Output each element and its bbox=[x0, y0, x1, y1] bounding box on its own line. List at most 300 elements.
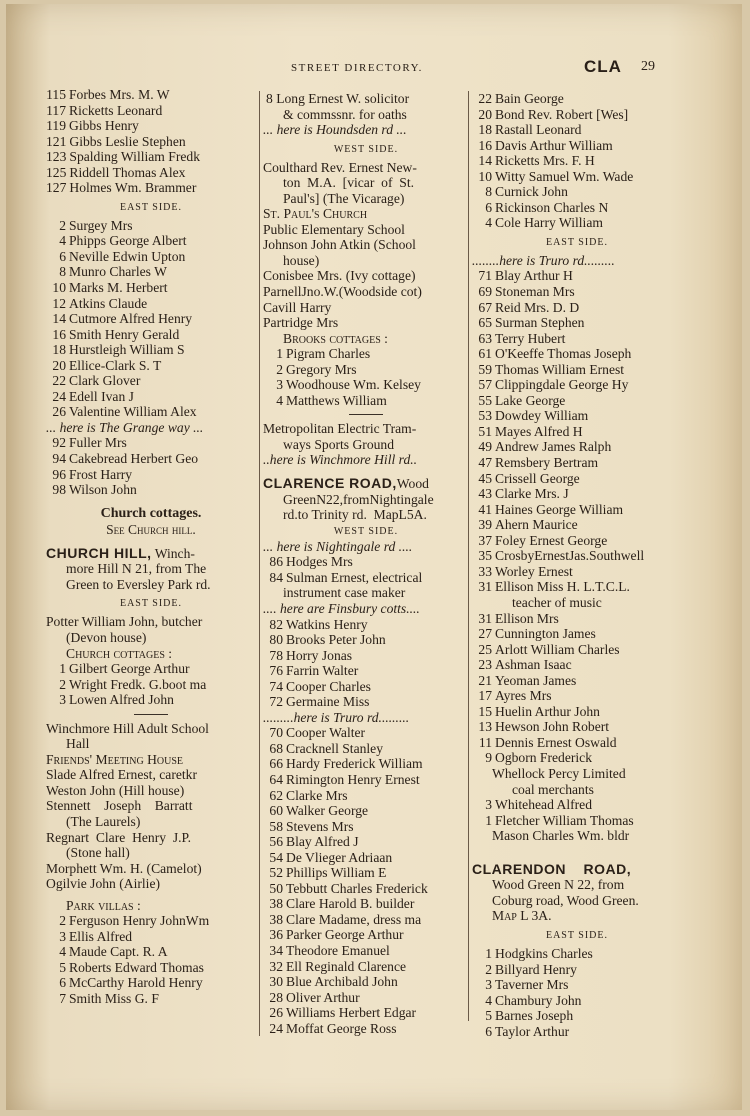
house-number: 4 bbox=[485, 215, 492, 231]
directory-entry bbox=[472, 346, 682, 362]
house-number: 3 bbox=[59, 692, 66, 708]
directory-entry bbox=[472, 471, 682, 487]
directory-entry bbox=[472, 750, 682, 766]
directory-entry bbox=[472, 486, 682, 502]
directory-entry: Friends' Meeting House bbox=[46, 751, 184, 767]
entry-continuation: (Devon house) bbox=[66, 630, 147, 645]
resident-name: Lowen Alfred John bbox=[69, 692, 174, 708]
directory-entry bbox=[472, 377, 682, 393]
directory-entry bbox=[46, 991, 256, 1007]
house-number: 4 bbox=[276, 392, 283, 408]
directory-entry: Metropolitan Electric Tram- bbox=[263, 421, 417, 437]
house-number: 10 bbox=[52, 280, 66, 296]
house-number: 3 bbox=[485, 977, 492, 993]
house-number: 86 bbox=[269, 554, 283, 570]
section-heading: WEST SIDE. bbox=[333, 143, 399, 155]
house-number: 123 bbox=[46, 149, 67, 165]
road-desc: rd.to Trinity rd. MapL5A. bbox=[283, 507, 427, 523]
resident-name: Phipps George Albert bbox=[69, 233, 187, 249]
house-number: 31 bbox=[478, 579, 492, 595]
directory-entry bbox=[263, 554, 469, 570]
house-number: 37 bbox=[478, 532, 492, 548]
directory-entry bbox=[263, 694, 469, 710]
house-number: 16 bbox=[52, 326, 66, 342]
directory-entry bbox=[472, 315, 682, 331]
house-number: 54 bbox=[269, 849, 283, 865]
house-number: 1 bbox=[485, 946, 492, 962]
directory-entry bbox=[472, 533, 682, 549]
here-note: .........here is Truro rd......... bbox=[263, 709, 410, 725]
house-number: 6 bbox=[59, 975, 66, 991]
resident-name: Maude Capt. R. A bbox=[69, 944, 168, 960]
entry-continuation: teacher of music bbox=[512, 594, 602, 610]
column-2 bbox=[259, 91, 469, 1036]
house-number: 7 bbox=[59, 991, 66, 1007]
house-number: 45 bbox=[478, 470, 492, 486]
resident-name: Oliver Arthur bbox=[286, 989, 360, 1005]
directory-entry bbox=[263, 803, 469, 819]
house-number: 43 bbox=[478, 486, 492, 502]
page-header bbox=[6, 56, 742, 80]
house-number: 27 bbox=[478, 626, 492, 642]
resident-name: Haines George William bbox=[495, 501, 624, 517]
directory-entry bbox=[46, 218, 256, 234]
house-number: 127 bbox=[46, 180, 67, 196]
directory-entry bbox=[46, 373, 256, 389]
directory-entry bbox=[263, 990, 469, 1006]
entry-continuation: Whellock Percy Limited bbox=[492, 765, 626, 781]
directory-entry: 8 Long Ernest W. solicitor bbox=[266, 91, 410, 106]
house-number: 20 bbox=[52, 357, 66, 373]
directory-entry bbox=[472, 169, 682, 185]
house-number: 38 bbox=[269, 896, 283, 912]
house-number: 52 bbox=[269, 865, 283, 881]
directory-entry bbox=[472, 977, 682, 993]
resident-name: Woodhouse Wm. Kelsey bbox=[286, 377, 421, 393]
house-number: 25 bbox=[478, 641, 492, 657]
resident-name: Blay Arthur H bbox=[495, 268, 573, 284]
directory-entry bbox=[263, 741, 469, 757]
resident-name: Munro Charles W bbox=[69, 264, 167, 280]
resident-name: Reid Mrs. D. D bbox=[495, 299, 580, 315]
resident-name: Wilson John bbox=[69, 482, 137, 498]
divider bbox=[134, 714, 168, 715]
section-heading: EAST SIDE. bbox=[545, 236, 609, 248]
house-number: 41 bbox=[478, 501, 492, 517]
house-number: 10 bbox=[478, 168, 492, 184]
resident-name: Mayes Alfred H bbox=[495, 423, 583, 439]
house-number: 4 bbox=[59, 233, 66, 249]
house-number: 50 bbox=[269, 880, 283, 896]
column-3 bbox=[468, 91, 682, 1039]
house-number: 57 bbox=[478, 377, 492, 393]
house-number: 26 bbox=[52, 404, 66, 420]
running-title: STREET DIRECTORY. bbox=[291, 62, 423, 74]
house-number: 53 bbox=[478, 408, 492, 424]
directory-entry bbox=[46, 929, 256, 945]
directory-entry bbox=[46, 975, 256, 991]
resident-name: De Vlieger Adriaan bbox=[286, 849, 393, 865]
directory-entry bbox=[472, 439, 682, 455]
resident-name: Stoneman Mrs bbox=[495, 284, 575, 300]
house-number: 49 bbox=[478, 439, 492, 455]
directory-entry bbox=[263, 362, 469, 378]
house-number: 22 bbox=[478, 91, 492, 106]
section-heading: EAST SIDE. bbox=[545, 930, 609, 942]
resident-name: Tebbutt Charles Frederick bbox=[286, 880, 428, 896]
house-number: 39 bbox=[478, 517, 492, 533]
resident-name: Dowdey William bbox=[495, 408, 589, 424]
section-heading: WEST SIDE. bbox=[333, 525, 399, 537]
resident-name: Cutmore Alfred Henry bbox=[69, 311, 193, 327]
directory-entry bbox=[472, 579, 682, 595]
directory-entry bbox=[46, 149, 256, 165]
house-number: 115 bbox=[46, 87, 66, 102]
directory-entry bbox=[263, 679, 469, 695]
directory-entry bbox=[472, 673, 682, 689]
road-desc: Wood Green N 22, from bbox=[492, 877, 625, 893]
resident-name: Huelin Arthur John bbox=[495, 703, 600, 719]
resident-name: Foley Ernest George bbox=[495, 532, 608, 548]
resident-name: Chambury John bbox=[495, 992, 582, 1008]
resident-name: Horry Jonas bbox=[286, 647, 353, 663]
directory-entry bbox=[472, 362, 682, 378]
directory-entry bbox=[46, 435, 256, 451]
directory-entry bbox=[46, 960, 256, 976]
directory-entry: Stennett Joseph Barratt bbox=[46, 798, 193, 814]
house-number: 121 bbox=[46, 133, 67, 149]
house-number: 16 bbox=[478, 137, 492, 153]
resident-name: Taverner Mrs bbox=[495, 977, 569, 993]
resident-name: Wright Fredk. G.boot ma bbox=[69, 676, 207, 692]
entry-continuation: house) bbox=[283, 252, 320, 268]
house-number: 36 bbox=[269, 927, 283, 943]
directory-entry: St. Paul's Church bbox=[263, 206, 368, 222]
resident-name: Fletcher William Thomas bbox=[495, 812, 634, 828]
house-number: 38 bbox=[269, 911, 283, 927]
house-number: 47 bbox=[478, 455, 492, 471]
house-number: 4 bbox=[59, 944, 66, 960]
house-number: 64 bbox=[269, 772, 283, 788]
resident-name: Neville Edwin Upton bbox=[69, 248, 186, 264]
section-heading: EAST SIDE. bbox=[119, 201, 183, 213]
resident-name: Hardy Frederick William bbox=[286, 756, 423, 772]
house-number: 119 bbox=[46, 118, 66, 134]
resident-name: Watkins Henry bbox=[286, 616, 368, 632]
directory-entry bbox=[46, 134, 256, 150]
resident-name: Hewson John Robert bbox=[495, 719, 610, 735]
entry-continuation: ton M.A. [vicar of St. bbox=[283, 175, 415, 191]
resident-name: Riddell Thomas Alex bbox=[69, 164, 186, 180]
directory-entry bbox=[472, 284, 682, 300]
directory-entry bbox=[472, 138, 682, 154]
house-number: 14 bbox=[478, 153, 492, 169]
directory-entry bbox=[472, 642, 682, 658]
directory-entry bbox=[472, 268, 682, 284]
directory-entry bbox=[263, 663, 469, 679]
house-number: 14 bbox=[52, 311, 66, 327]
directory-entry bbox=[46, 358, 256, 374]
house-number: 2 bbox=[59, 676, 66, 692]
directory-entry bbox=[263, 788, 469, 804]
directory-entry bbox=[263, 834, 469, 850]
directory-entry bbox=[472, 91, 682, 107]
resident-name: Ricketts Mrs. F. H bbox=[495, 153, 595, 169]
house-number: 26 bbox=[269, 1005, 283, 1021]
house-number: 80 bbox=[269, 632, 283, 648]
resident-name: Moffat George Ross bbox=[286, 1020, 397, 1036]
directory-entry bbox=[46, 249, 256, 265]
house-number: 24 bbox=[269, 1020, 283, 1036]
entry-continuation: (Stone hall) bbox=[66, 845, 130, 861]
resident-name: Crissell George bbox=[495, 470, 580, 486]
road-desc: Coburg road, Wood Green. bbox=[492, 892, 639, 908]
resident-name: Gilbert George Arthur bbox=[69, 661, 190, 677]
house-number: 6 bbox=[485, 199, 492, 215]
resident-name: Cooper Walter bbox=[286, 725, 366, 741]
resident-name: Rickinson Charles N bbox=[495, 199, 609, 215]
directory-entry bbox=[263, 896, 469, 912]
house-number: 2 bbox=[276, 361, 283, 377]
group-heading: Park villas : bbox=[66, 897, 141, 913]
directory-entry bbox=[46, 944, 256, 960]
resident-name: Clarke Mrs. J bbox=[495, 486, 569, 502]
page-number: 29 bbox=[641, 59, 655, 74]
house-number: 15 bbox=[478, 703, 492, 719]
directory-entry bbox=[472, 962, 682, 978]
directory-entry bbox=[472, 200, 682, 216]
directory-entry: Potter William John, butcher bbox=[46, 614, 203, 630]
entry-continuation: Paul's] (The Vicarage) bbox=[283, 190, 405, 206]
house-number: 84 bbox=[269, 569, 283, 585]
resident-name: Gregory Mrs bbox=[286, 361, 357, 377]
directory-entry bbox=[263, 974, 469, 990]
directory-entry bbox=[46, 180, 256, 196]
resident-name: Billyard Henry bbox=[495, 961, 577, 977]
directory-entry bbox=[472, 215, 682, 231]
directory-entry bbox=[263, 725, 469, 741]
resident-name: Ell Reginald Clarence bbox=[286, 958, 407, 974]
house-number: 35 bbox=[478, 548, 492, 564]
church-hill-heading bbox=[46, 546, 256, 593]
directory-entry bbox=[263, 772, 469, 788]
directory-entry bbox=[472, 564, 682, 580]
house-number: 67 bbox=[478, 299, 492, 315]
directory-entry bbox=[263, 927, 469, 943]
house-number: 31 bbox=[478, 610, 492, 626]
resident-name: Cakebread Herbert Geo bbox=[69, 451, 199, 467]
here-note: .... here are Finsbury cotts.... bbox=[263, 601, 420, 616]
resident-name: Gibbs Leslie Stephen bbox=[69, 133, 186, 149]
resident-name: Germaine Miss bbox=[286, 694, 370, 710]
resident-name: Walker George bbox=[286, 803, 369, 819]
house-number: 69 bbox=[478, 284, 492, 300]
house-number: 66 bbox=[269, 756, 283, 772]
directory-entry bbox=[472, 993, 682, 1009]
house-number: 76 bbox=[269, 663, 283, 679]
here-note: ... here is Houndsden rd ... bbox=[263, 122, 407, 138]
entry-continuation: instrument case maker bbox=[283, 585, 406, 601]
directory-entry bbox=[46, 677, 256, 693]
directory-entry bbox=[263, 570, 469, 586]
directory-entry: Johnson John Atkin (School bbox=[263, 237, 416, 253]
resident-name: Valentine William Alex bbox=[69, 404, 197, 420]
directory-entry bbox=[46, 165, 256, 181]
group-heading: Brooks cottages : bbox=[283, 330, 388, 346]
house-number: 59 bbox=[478, 361, 492, 377]
house-number: 70 bbox=[269, 725, 283, 741]
resident-name: Clark Glover bbox=[69, 373, 141, 389]
resident-name: McCarthy Harold Henry bbox=[69, 975, 203, 991]
house-number: 71 bbox=[478, 268, 492, 284]
directory-entry bbox=[263, 346, 469, 362]
road-name: CHURCH HILL, bbox=[46, 544, 152, 561]
resident-name: Remsbery Bertram bbox=[495, 455, 599, 471]
directory-entry: Weston John (Hill house) bbox=[46, 782, 185, 798]
house-number: 125 bbox=[46, 164, 67, 180]
house-number: 65 bbox=[478, 315, 492, 331]
directory-entry bbox=[46, 118, 256, 134]
directory-entry bbox=[472, 424, 682, 440]
directory-entry bbox=[472, 813, 682, 829]
resident-name: Worley Ernest bbox=[495, 563, 573, 579]
resident-name: Clare Madame, dress ma bbox=[286, 911, 422, 927]
entry-continuation: & commssnr. for oaths bbox=[283, 106, 407, 122]
resident-name: Cooper Charles bbox=[286, 678, 371, 694]
directory-entry bbox=[263, 393, 469, 409]
directory-entry bbox=[472, 331, 682, 347]
directory-entry: Ogilvie John (Airlie) bbox=[46, 876, 161, 892]
clarence-road-heading bbox=[263, 476, 469, 523]
directory-entry bbox=[263, 943, 469, 959]
house-number: 60 bbox=[269, 803, 283, 819]
resident-name: Cole Harry William bbox=[495, 215, 603, 231]
resident-name: Sulman Ernest, electrical bbox=[286, 569, 423, 585]
resident-name: Rastall Leonard bbox=[495, 122, 582, 138]
house-number: 24 bbox=[52, 388, 66, 404]
directory-entry: Slade Alfred Ernest, caretkr bbox=[46, 767, 197, 783]
resident-name: Terry Hubert bbox=[495, 330, 566, 346]
resident-name: Davis Arthur William bbox=[495, 137, 613, 153]
road-desc: Map L 3A. bbox=[492, 908, 552, 924]
house-number: 117 bbox=[46, 102, 66, 118]
house-number: 3 bbox=[485, 797, 492, 813]
road-desc: Wood bbox=[396, 476, 429, 492]
directory-entry bbox=[472, 704, 682, 720]
directory-entry bbox=[46, 264, 256, 280]
resident-name: Ellis Alfred bbox=[69, 928, 133, 944]
house-number: 21 bbox=[478, 672, 492, 688]
house-number: 18 bbox=[478, 122, 492, 138]
directory-entry bbox=[472, 735, 682, 751]
resident-name: Frost Harry bbox=[69, 466, 133, 482]
resident-name: Hurstleigh William S bbox=[69, 342, 185, 358]
resident-name: Surman Stephen bbox=[495, 315, 585, 331]
house-number: 56 bbox=[269, 834, 283, 850]
here-note: ..here is Winchmore Hill rd.. bbox=[263, 452, 418, 468]
house-number: 33 bbox=[478, 563, 492, 579]
resident-name: Surgey Mrs bbox=[69, 217, 133, 233]
directory-entry bbox=[472, 517, 682, 533]
directory-entry bbox=[472, 626, 682, 642]
directory-entry bbox=[472, 946, 682, 962]
house-number: 55 bbox=[478, 392, 492, 408]
resident-name: O'Keeffe Thomas Joseph bbox=[495, 346, 632, 362]
directory-entry bbox=[472, 611, 682, 627]
directory-entry: Winchmore Hill Adult School bbox=[46, 720, 209, 736]
resident-name: Ellison Mrs bbox=[495, 610, 559, 626]
house-number: 22 bbox=[52, 373, 66, 389]
directory-entry: Conisbee Mrs. (Ivy cottage) bbox=[263, 268, 416, 284]
resident-name: Pigram Charles bbox=[286, 346, 371, 362]
resident-name: Theodore Emanuel bbox=[286, 943, 390, 959]
divider bbox=[349, 414, 383, 415]
resident-name: Roberts Edward Thomas bbox=[69, 959, 204, 975]
resident-name: CrosbyErnestJas.Southwell bbox=[495, 548, 645, 564]
house-number: 32 bbox=[269, 958, 283, 974]
house-number: 6 bbox=[59, 248, 66, 264]
resident-name: Spalding William Fredk bbox=[69, 149, 200, 165]
directory-entry bbox=[263, 959, 469, 975]
house-number: 3 bbox=[276, 377, 283, 393]
road-desc: Green to Eversley Park rd. bbox=[66, 576, 211, 592]
directory-entry bbox=[263, 648, 469, 664]
church-cottages-heading: Church cottages. bbox=[100, 505, 202, 521]
resident-name: Blay Alfred J bbox=[286, 834, 359, 850]
resident-name: Clare Harold B. builder bbox=[286, 896, 415, 912]
resident-name: Barnes Joseph bbox=[495, 1008, 574, 1024]
resident-name: Clippingdale George Hy bbox=[495, 377, 629, 393]
directory-entry bbox=[472, 657, 682, 673]
resident-name: Bond Rev. Robert [Wes] bbox=[495, 106, 629, 122]
directory-entry: Morphett Wm. H. (Camelot) bbox=[46, 860, 202, 876]
house-number: 5 bbox=[485, 1008, 492, 1024]
house-number: 63 bbox=[478, 330, 492, 346]
directory-entry bbox=[46, 692, 256, 708]
house-number: 30 bbox=[269, 974, 283, 990]
here-note: ........here is Truro rd......... bbox=[472, 252, 615, 268]
resident-name: Hodgkins Charles bbox=[495, 946, 593, 962]
directory-entry bbox=[472, 300, 682, 316]
resident-name: Smith Henry Gerald bbox=[69, 326, 180, 342]
directory-entry bbox=[472, 393, 682, 409]
directory-entry bbox=[263, 617, 469, 633]
resident-name: Fuller Mrs bbox=[69, 435, 127, 451]
house-number: 51 bbox=[478, 423, 492, 439]
directory-entry bbox=[46, 327, 256, 343]
directory-entry: Cavill Harry bbox=[263, 299, 332, 315]
resident-name: Phillips William E bbox=[286, 865, 387, 881]
here-note: ... here is Nightingale rd .... bbox=[263, 538, 413, 554]
house-number: 5 bbox=[59, 959, 66, 975]
house-number: 34 bbox=[269, 943, 283, 959]
house-number: 18 bbox=[52, 342, 66, 358]
directory-entry bbox=[472, 1008, 682, 1024]
resident-name: Forbes Mrs. M. W bbox=[69, 87, 170, 102]
section-heading: EAST SIDE. bbox=[119, 598, 183, 610]
directory-entry bbox=[46, 661, 256, 677]
resident-name: Whitehead Alfred bbox=[495, 797, 593, 813]
resident-name: Lake George bbox=[495, 392, 566, 408]
resident-name: Witty Samuel Wm. Wade bbox=[495, 168, 634, 184]
resident-name: Ellice-Clark S. T bbox=[69, 357, 162, 373]
directory-entry bbox=[46, 467, 256, 483]
directory-entry bbox=[263, 377, 469, 393]
house-number: 96 bbox=[52, 466, 66, 482]
see-reference: See Church hill. bbox=[106, 521, 196, 537]
resident-name: Ogborn Frederick bbox=[495, 750, 593, 766]
group-heading: Church cottages : bbox=[66, 645, 173, 661]
